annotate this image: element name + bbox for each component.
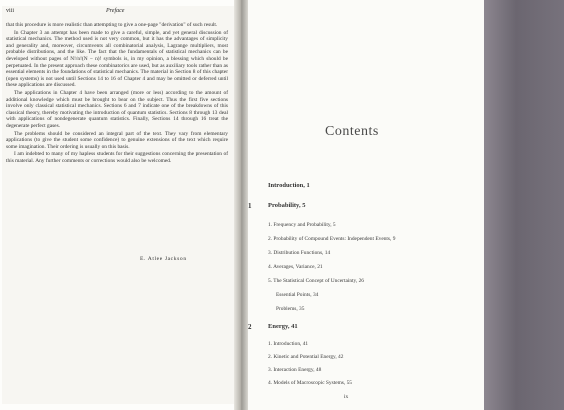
toc-section: 2. Kinetic and Potential Energy, 42 — [268, 354, 344, 360]
toc-section: 1. Frequency and Probability, 5 — [268, 222, 336, 228]
toc-section: 3. Interaction Energy, 48 — [268, 367, 322, 373]
page-number-right: ix — [344, 394, 349, 400]
toc-section: Problems, 35 — [276, 306, 305, 312]
toc-section: 2. Probability of Compound Events: Independent Events, 9 — [268, 236, 396, 242]
page-edge-shadow — [484, 0, 564, 410]
left-page-header — [6, 8, 232, 18]
toc-section: Essential Points, 34 — [276, 292, 319, 298]
toc-section: 5. The Statistical Concept of Uncertainty, 26 — [268, 278, 364, 284]
chapter-title: Probability, 5 — [268, 202, 306, 209]
preface-paragraph: I am indebted to many of my hapless students for their suggestions concerning the presentation of this material. Any further comments or corrections would also be welcomed. — [6, 151, 228, 164]
running-head: Preface — [106, 8, 125, 14]
preface-paragraph: The applications in Chapter 4 have been arranged (more or less) according to the amount of additional knowledge which must be brought to bear on the subject. Thus the first five sections involve only classical statistical mechanics. Sections 6 and 7 indicate one of the breakdowns of this classical theory, thereby motivating the introduction of quantum statistics. Sections 8 through 13 deal with applications of nondegenerate quantum statistics. Finally, Sections 14 through 16 treat the degenerate perfect gases. — [6, 89, 228, 129]
preface-paragraph: In Chapter 3 an attempt has been made to give a careful, simple, and yet general discussion of statistical mechanics. The method used is not very common, but it has the advantages of simplicity and generality and, moreover, circumvents all combinatorial analysis, Lagrange multipliers, most probable distributions, and the like. The fact that the fundamentals of statistical mechanics can be developed without pages of N!/n!(N − n)! symbols is, in my opinion, a blessing which should be perpetuated. In the present approach these combinatorics are used, but as auxiliary tools rather than as essential elements in the foundations of statistical mechanics. The material in Section 8 of this chapter (open systems) is not used until Sections 14 to 16 of Chapter 4 and may be omitted or deferred until these applications are discussed. — [6, 29, 228, 89]
toc-section: 1. Introduction, 41 — [268, 341, 309, 347]
chapter-number: 1 — [248, 202, 252, 210]
preface-body — [6, 22, 228, 165]
preface-paragraph: The problems should be considered an integral part of the text. They vary from elementary applications (to give the student some confidence) to genuine extensions of the text which require some imagination. Their ordering is usually on this basis. — [6, 130, 228, 150]
page-number-left: viii — [6, 8, 15, 14]
chapter-title: Energy, 41 — [268, 323, 298, 330]
preface-paragraph: that this procedure is more realistic than attempting to give a one-page "derivation" of such result. — [6, 22, 218, 28]
book-gutter — [234, 0, 248, 410]
toc-section: 3. Distribution Functions, 14 — [268, 250, 331, 256]
toc-introduction: Introduction, 1 — [268, 182, 310, 189]
chapter-number: 2 — [248, 323, 252, 331]
contents-title: Contents — [325, 124, 379, 139]
toc-section: 4. Models of Macroscopic Systems, 55 — [268, 380, 352, 386]
author-signature: E. Atlee Jackson — [140, 256, 187, 262]
toc-section: 4. Averages, Variance, 21 — [268, 264, 323, 270]
